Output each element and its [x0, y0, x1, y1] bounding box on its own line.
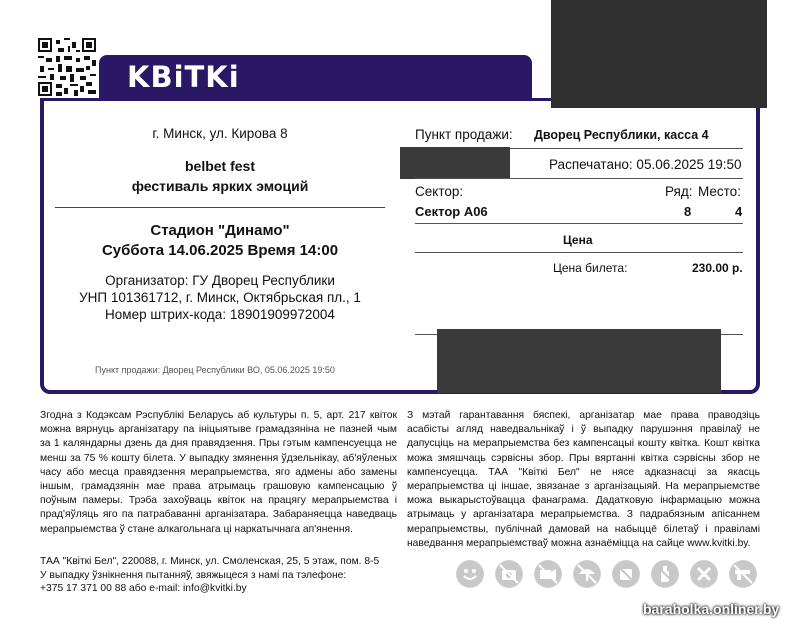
event-datetime: Суббота 14.06.2025 Время 14:00 [101, 242, 339, 259]
no-knives-icon [690, 560, 718, 588]
price-label: Цена билета: [553, 261, 628, 275]
qr-code [38, 38, 96, 96]
divider [415, 223, 743, 224]
seat-label: Место: [698, 184, 741, 199]
no-food-icon [612, 560, 640, 588]
venue-address: г. Минск, ул. Кирова 8 [152, 126, 288, 141]
event-name-line2: фестиваль ярких эмоций [131, 178, 309, 194]
organizer-info [55, 272, 385, 323]
no-camera-icon [495, 560, 523, 588]
divider [55, 207, 385, 208]
no-video-icon [534, 560, 562, 588]
organizer-unp: УНП 101361712, г. Минск, Октябрьская пл., 1 [79, 290, 361, 305]
sale-point-value: Дворец Республики, касса 4 [534, 128, 709, 142]
price-value: 230.00 р. [692, 261, 743, 275]
terms-text-left: Згодна з Кодэксам Рэспублікі Беларусь аб культуры п. 5, арт. 217 квіток можна вярнуць арганізатару па ініцыятыве грамадзяніна не пазней чым за 1 каляндарны дзень да дня правядзення. Пры гэтым кампенсуецца не менш за 75 % кошту білета. У выпадку змянення ўдзельнікау, аб'яўленых часу або месца правядзення мерапрыемства, яго адмены або замены іншым, грамадзянін мае права атрымаць грашовую кампенсацыю ў поўным памеры. Трэба захоўваць квіток на працягу мерапрыемства і прад'яўляць яго па патрабаванні арганізатара. Забараняецца наведваць мерапрыемства ў стане алкагольнага ці наркатычнага ап'янення. [40, 410, 397, 535]
contact-phone-email: +375 17 371 00 88 або e-mail: info@kvitki.by [40, 583, 247, 594]
contact-prompt: У выпадку ўзнікнення пытанняў, звяжыцеся з намі па тэлефоне: [40, 569, 347, 581]
watermark: baraholka.onliner.by [643, 601, 780, 617]
sector-value: Сектор А06 [415, 204, 488, 219]
venue-name: Стадион "Динамо" [150, 222, 290, 239]
seat-value: 4 [735, 204, 743, 219]
contacts [40, 555, 410, 596]
event-name-line1: belbet fest [184, 158, 255, 174]
brand-logo: KBiTKi [127, 60, 240, 94]
no-weapons-icon [729, 560, 757, 588]
row-label: Ряд: [665, 184, 693, 199]
sale-point-label: Пункт продажи: [415, 127, 513, 142]
point-of-sale-footnote: Пункт продажи: Дворец Республики ВО, 05.06.2025 19:50 [95, 365, 335, 375]
organizer: Организатор: ГУ Дворец Республики [105, 273, 335, 288]
terms-text-right: З мэтай гарантавання бяспекі, арганізатар мае права праводзіць асабісты агляд наведвальнікаў і ў выпадку парушэння правілаў не дапусціць на мерапрыемства без кампенсацыі кошту квітка. Кошт квітка можа змяшчаць сэрвісны збор. Пры вяртанні квітка сэрвісны збор не кампенсуецца. ТАА "Квіткі Бел" не нясе адказнасці за якасць мерапрыемства ці іншае, звязанае з арганізацыяй. На мерапрыемстве можа выкарыстоўвацца фанаграма. Дадатковую інфармацыю можна атрымаць у арганізатара мерапрыемства. З падрабязным апісаннем мерапрыемствы, публічнай дамовай на набыццё білетаў і правіламі наведвання мерапрыемстваў можна азнаёміцца на сайце www.kvitki.by. [407, 410, 760, 549]
divider [415, 178, 743, 179]
redacted-area-middle [400, 147, 510, 179]
divider [415, 252, 743, 253]
barcode-number: Номер штрих-кода: 18901909972004 [105, 307, 335, 322]
price-heading: Цена [563, 233, 593, 247]
redacted-area-bottom [437, 329, 721, 393]
printed-timestamp: Распечатано: 05.06.2025 19:50 [549, 157, 742, 172]
redacted-area-top [551, 0, 767, 108]
no-bottles-icon [651, 560, 679, 588]
company-address: ТАА "Квіткі Бел", 220088, г. Минск, ул. Смоленская, 25, 5 этаж, пом. 8-5 [40, 556, 380, 567]
no-umbrella-icon [573, 560, 601, 588]
sector-label: Сектор: [415, 184, 464, 199]
smiley-icon [456, 560, 484, 588]
row-value: 8 [684, 204, 692, 219]
